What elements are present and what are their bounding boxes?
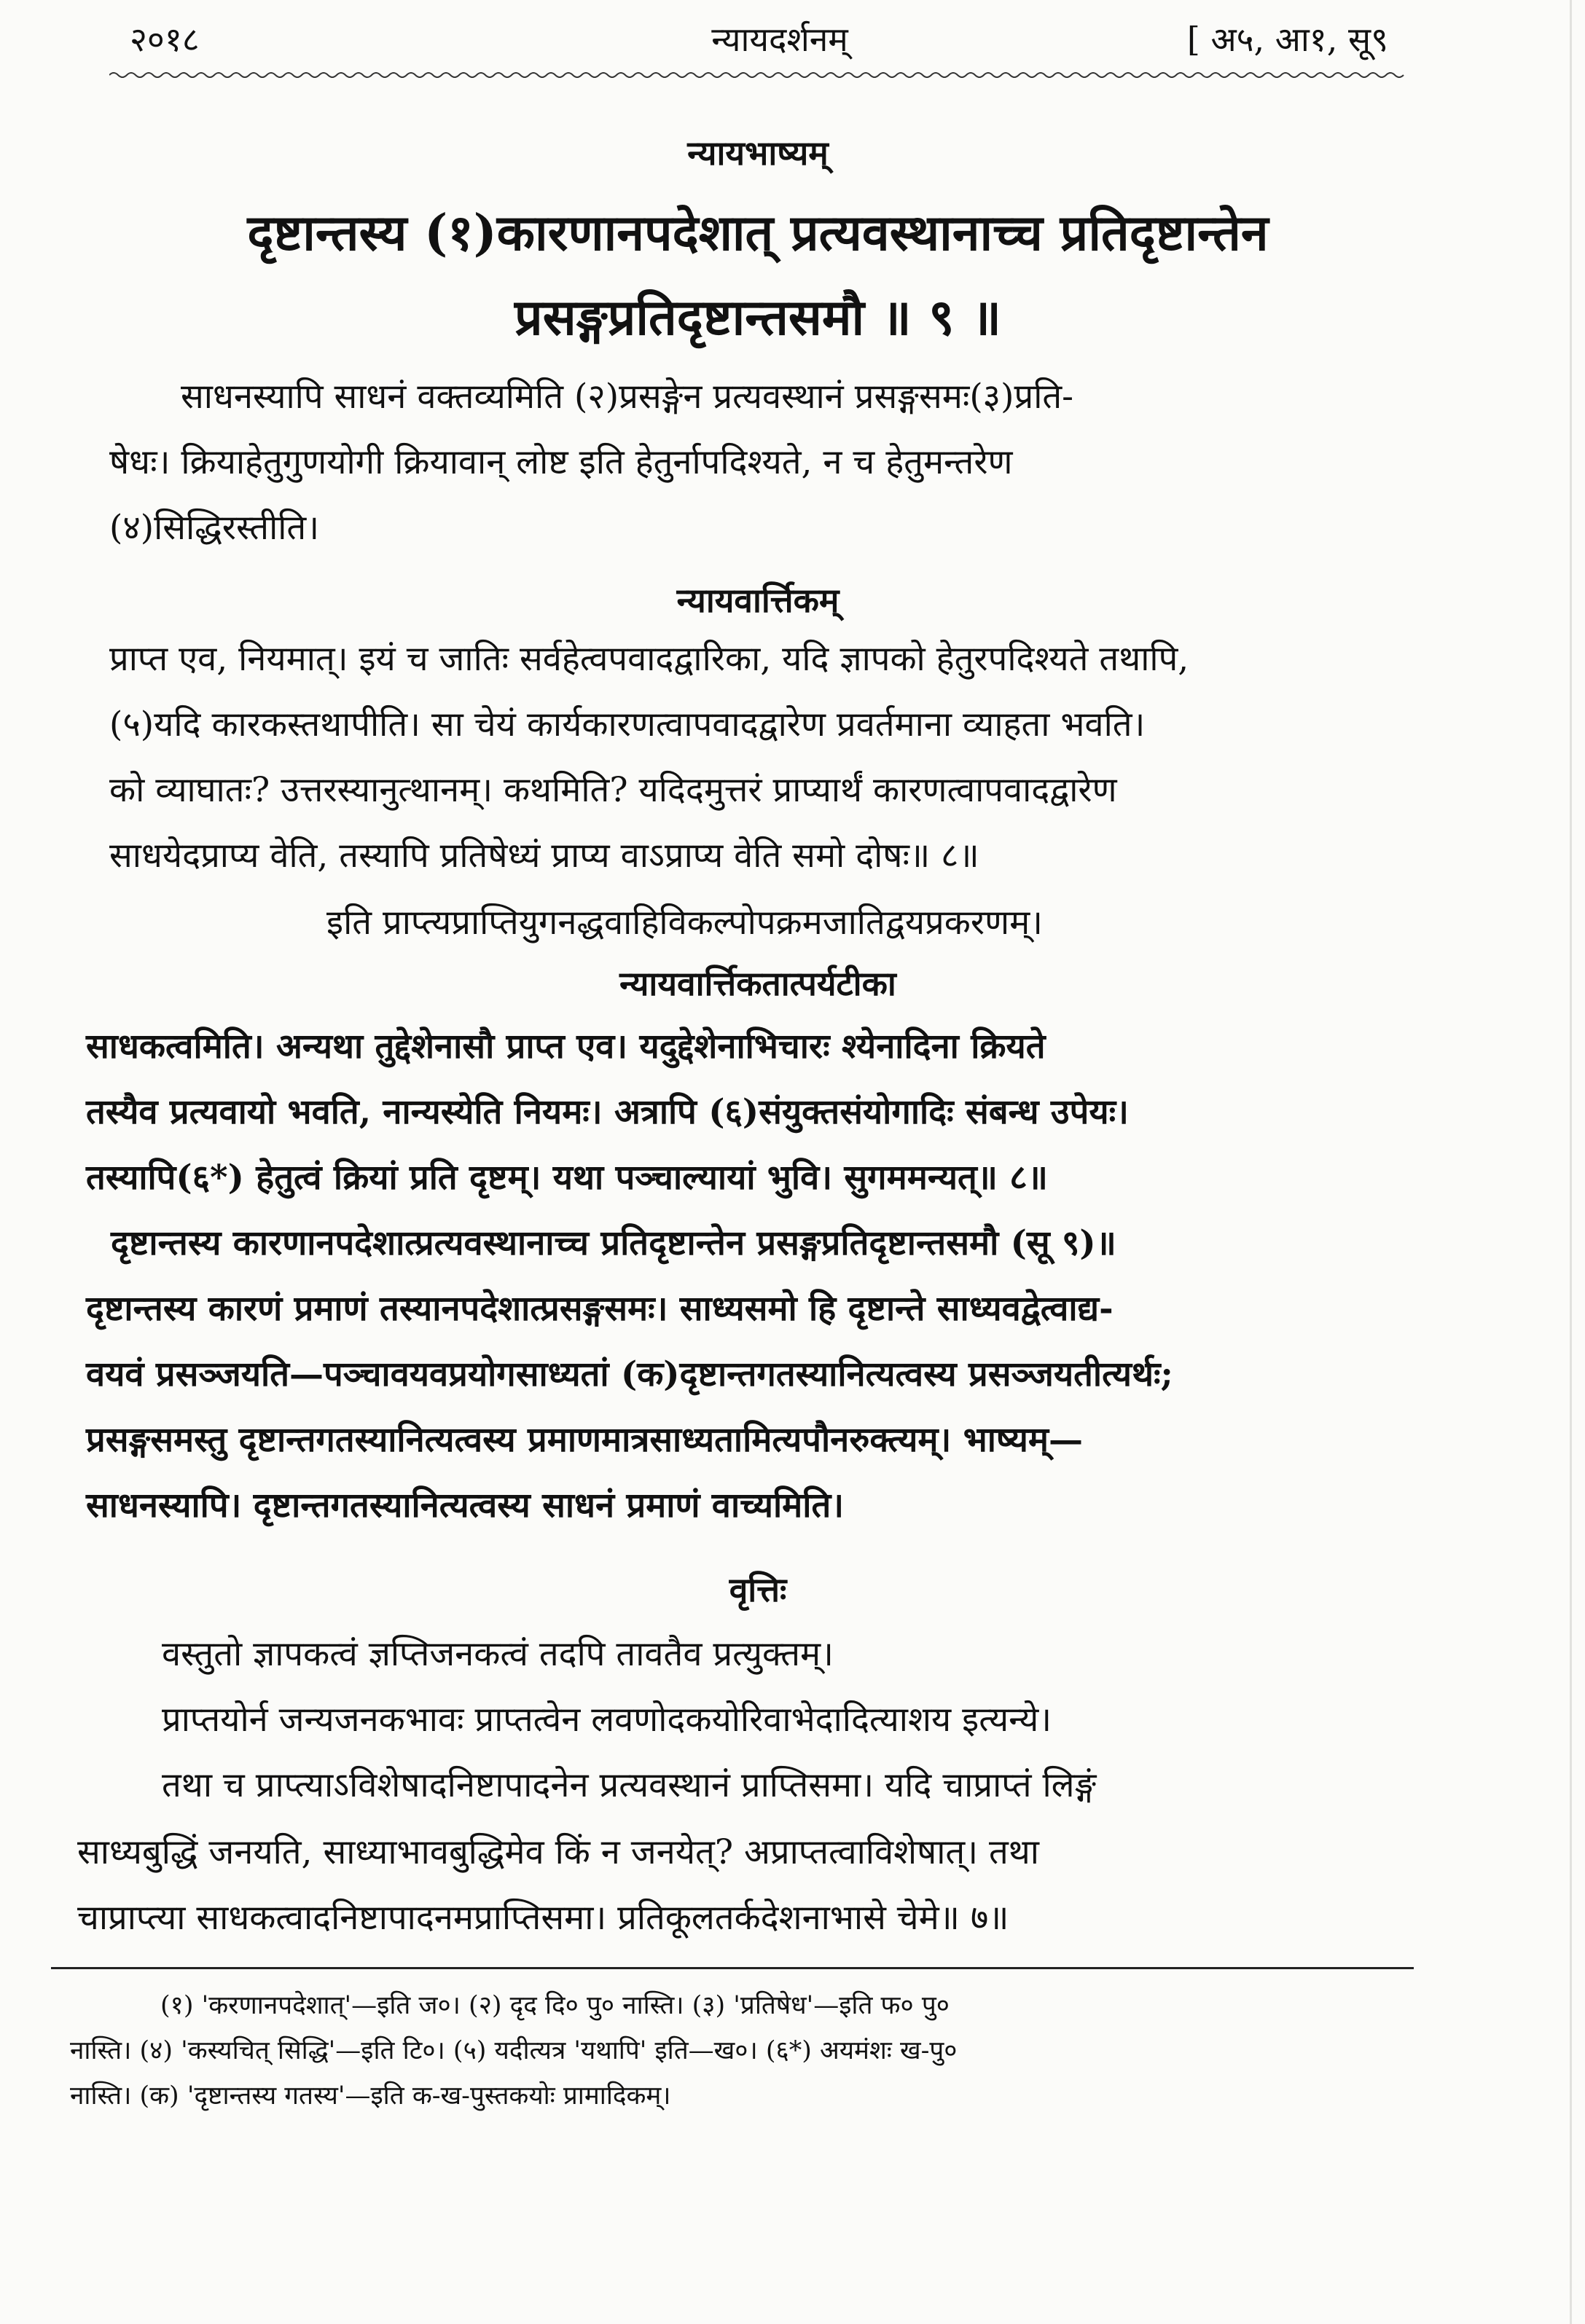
footnote-separator: [51, 1967, 1414, 1969]
page-edge: [1570, 0, 1572, 2324]
tika-line: वयवं प्रसञ्जयति—पञ्चावयवप्रयोगसाध्यतां (क)दृष्टान्तगतस्यानित्यत्वस्य प्रसञ्जयतीत्यर्थः;: [86, 1354, 1173, 1394]
tika-line: साधनस्यापि। दृष्टान्तगतस्यानित्यत्वस्य साधनं प्रमाणं वाच्यमिति।: [86, 1485, 845, 1526]
vritti-line: तथा च प्राप्त्याऽविशेषादनिष्टापादनेन प्रत्यवस्थानं प्राप्तिसमा। यदि चाप्राप्तं लिङ्गं: [162, 1765, 1097, 1805]
tika-line: तस्यैव प्रत्यवायो भवति, नान्यस्येति नियमः। अत्रापि (६)संयुक्तसंयोगादिः संबन्ध उपेयः।: [86, 1092, 1129, 1132]
vartika-line: प्राप्त एव, नियमात्। इयं च जातिः सर्वहेत्वपवादद्वारिका, यदि ज्ञापको हेतुरपदिश्यते तथापि,: [109, 639, 1189, 679]
bhashya-line: षेधः। क्रियाहेतुगुणयोगी क्रियावान् लोष्ट इति हेतुर्नापदिश्यते, न च हेतुमन्तरेण: [109, 442, 1013, 482]
header-wavy-rule: [109, 70, 1406, 80]
tika-line: तस्यापि(६*) हेतुत्वं क्रियां प्रति दृष्टम्। यथा पञ्चाल्यायां भुवि। सुगममन्यत्॥ ८॥: [86, 1158, 1048, 1198]
footnote-line: नास्ति। (४) 'कस्यचित् सिद्धि'—इति टि०। (५) यदीत्यत्र 'यथापि' इति—ख०। (६*) अयमंशः ख-पु०: [70, 2036, 958, 2065]
bhashya-line: (४)सिद्धिरस्तीति।: [109, 508, 320, 548]
tika-heading: न्यायवार्त्तिकतात्पर्यटीका: [619, 964, 896, 1003]
vritti-line: साध्यबुद्धिं जनयति, साध्याभावबुद्धिमेव किं न जनयेत्? अप्राप्तत्वाविशेषात्। तथा: [77, 1832, 1039, 1872]
page-number: २०१८: [130, 20, 200, 59]
vartika-line: (५)यदि कारकस्तथापीति। सा चेयं कार्यकारणत्वापवादद्वारेण प्रवर्तमाना व्याहता भवति।: [109, 704, 1146, 745]
bhashya-line: साधनस्यापि साधनं वक्तव्यमिति (२)प्रसङ्गेन प्रत्यवस्थानं प्रसङ्गसमः(३)प्रति-: [181, 377, 1074, 417]
section-reference: [ अ५, आ१, सू९: [1186, 20, 1388, 59]
vritti-heading: वृत्तिः: [729, 1570, 787, 1609]
footnote-line: (१) 'करणानपदेशात्'—इति ज०। (२) दृद दि० पु० नास्ति। (३) 'प्रतिषेध'—इति फ० पु०: [160, 1991, 950, 2020]
sutra-line-2: प्रसङ्गप्रतिदृष्टान्तसमौ ॥ ९ ॥: [514, 288, 1001, 347]
vritti-line: प्राप्तयोर्न जन्यजनकभावः प्राप्तत्वेन लवणोदकयोरिवाभेदादित्याशय इत्यन्ये।: [162, 1700, 1052, 1740]
tika-line: दृष्टान्तस्य कारणं प्रमाणं तस्यानपदेशात्प्रसङ्गसमः। साध्यसमो हि दृष्टान्ते साध्यवद्वेत्वाद्य-: [86, 1289, 1114, 1329]
vritti-line: चाप्राप्त्या साधकत्वादनिष्टापादनमप्राप्तिसमा। प्रतिकूलतर्कदेशनाभासे चेमे॥ ७॥: [77, 1898, 1009, 1938]
vartika-line: को व्याघातः? उत्तरस्यानुत्थानम्। कथमिति? यदिदमुत्तरं प्राप्यार्थं कारणत्वापवादद्वारेण: [109, 770, 1117, 810]
vartika-line: साधयेदप्राप्य वेति, तस्यापि प्रतिषेध्यं प्राप्य वाऽप्राप्य वेति समो दोषः॥ ८॥: [109, 836, 979, 876]
bhashya-heading: न्यायभाष्यम्: [687, 133, 829, 173]
tika-line: साधकत्वमिति। अन्यथा तुद्देशेनासौ प्राप्त एव। यदुद्देशेनाभिचारः श्येनादिना क्रियते: [86, 1026, 1046, 1067]
vartika-heading: न्यायवार्त्तिकम्: [676, 581, 840, 620]
footnote-line: नास्ति। (क) 'दृष्टान्तस्य गतस्य'—इति क-ख-पुस्तकयोः प्रामादिकम्।: [70, 2081, 671, 2111]
running-title: न्यायदर्शनम्: [711, 20, 848, 59]
vartika-colophon: इति प्राप्त्यप्राप्तियुगनद्धवाहिविकल्पोपक्रमजातिद्वयप्रकरणम्।: [326, 903, 1043, 943]
tika-line: प्रसङ्गसमस्तु दृष्टान्तगतस्यानित्यत्वस्य प्रमाणमात्रसाध्यतामित्यपौनरुक्त्यम्। भाष्यम्—: [86, 1420, 1083, 1460]
sutra-line-1: दृष्टान्तस्य (१)कारणानपदेशात् प्रत्यवस्थानाच्च प्रतिदृष्टान्तेन: [247, 204, 1269, 262]
vritti-line: वस्तुतो ज्ञापकत्वं ज्ञप्तिजनकत्वं तदपि तावतैव प्रत्युक्तम्।: [162, 1634, 834, 1674]
tika-sutra-line: दृष्टान्तस्य कारणानपदेशात्प्रत्यवस्थानाच्च प्रतिदृष्टान्तेन प्रसङ्गप्रतिदृष्टान्तसमौ (सू ९)॥: [111, 1223, 1116, 1263]
